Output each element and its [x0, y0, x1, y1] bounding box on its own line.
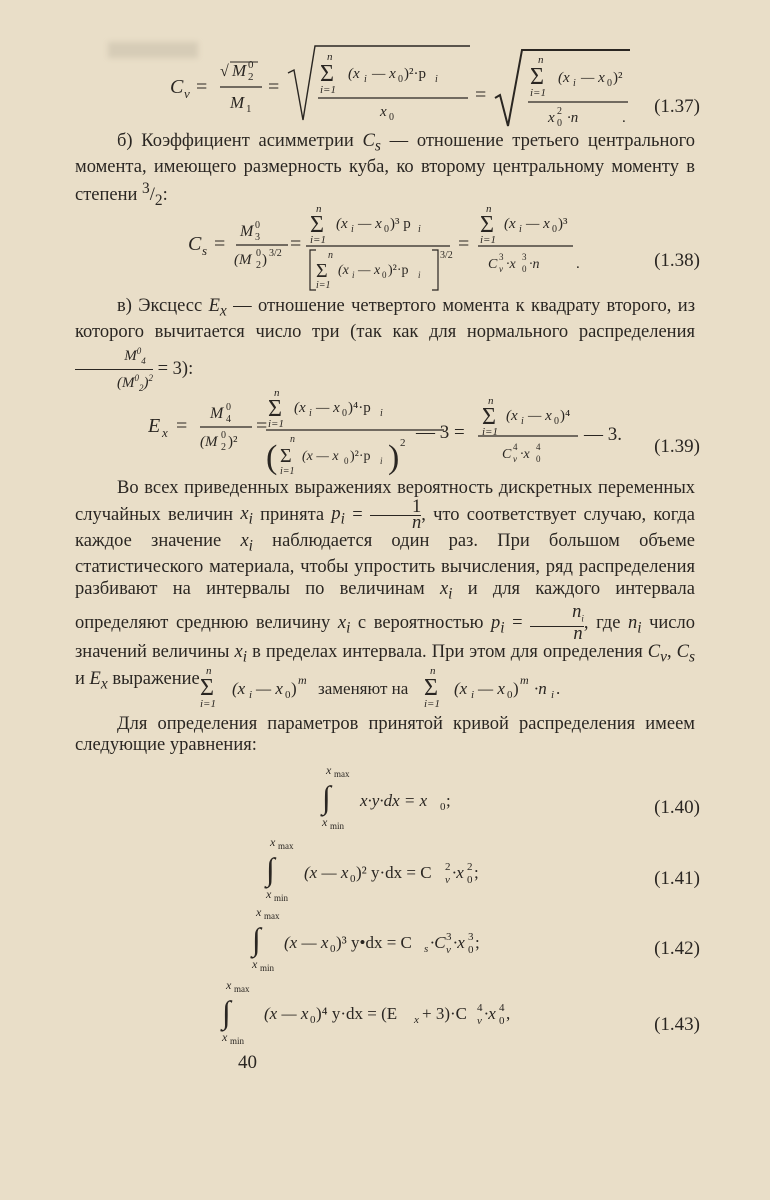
- svg-text:0: 0: [554, 416, 559, 427]
- svg-text:0: 0: [499, 1015, 505, 1027]
- svg-text:n: n: [316, 203, 322, 215]
- svg-text:x: x: [266, 887, 272, 901]
- svg-text:)² y·dx = C: )² y·dx = C: [356, 863, 432, 882]
- svg-text:Σ: Σ: [480, 212, 494, 238]
- svg-text:min: min: [274, 893, 289, 903]
- svg-text:0: 0: [248, 59, 254, 71]
- svg-text:Σ: Σ: [530, 64, 544, 90]
- svg-text:v: v: [184, 86, 190, 101]
- svg-text:— x: — x: [256, 679, 283, 698]
- svg-text:)³ y•dx = C: )³ y•dx = C: [336, 933, 412, 952]
- equation-number: (1.38): [654, 250, 700, 271]
- svg-text:i: i: [249, 689, 253, 701]
- svg-text:s: s: [202, 243, 208, 258]
- svg-text:Σ: Σ: [316, 260, 328, 282]
- svg-text:C: C: [170, 76, 184, 98]
- equation-1-40: [318, 760, 518, 832]
- svg-text:2: 2: [400, 437, 406, 449]
- svg-text:=: =: [176, 415, 188, 437]
- svg-text:C: C: [488, 257, 498, 272]
- svg-text:2: 2: [467, 861, 473, 873]
- svg-text:·n: ·n: [567, 110, 579, 126]
- svg-text:Σ: Σ: [268, 396, 282, 422]
- svg-text:·n: ·n: [529, 257, 540, 272]
- svg-text:): ): [388, 439, 400, 476]
- svg-text:0: 0: [398, 74, 403, 85]
- svg-text:i=1: i=1: [310, 234, 326, 246]
- svg-text:;: ;: [475, 933, 480, 952]
- svg-text:v: v: [513, 454, 517, 464]
- svg-text:0: 0: [507, 689, 513, 701]
- svg-text:— x: — x: [528, 408, 552, 424]
- svg-text:(x: (x: [506, 408, 518, 424]
- svg-text:2: 2: [445, 861, 451, 873]
- svg-text:x: x: [256, 905, 262, 919]
- svg-text:v: v: [446, 944, 451, 956]
- svg-text:(x: (x: [558, 70, 570, 86]
- svg-text:— 3 =: — 3 =: [416, 422, 465, 443]
- svg-text:0: 0: [522, 264, 527, 274]
- svg-text:i: i: [521, 416, 524, 427]
- svg-text:0: 0: [310, 1014, 316, 1026]
- svg-text:i: i: [573, 78, 576, 89]
- equation-1-38: [188, 198, 588, 294]
- svg-text:x: x: [252, 957, 258, 971]
- svg-text:3/2: 3/2: [440, 250, 453, 261]
- svg-text:n: n: [328, 250, 333, 261]
- svg-text:√: √: [220, 63, 229, 80]
- svg-text:·x: ·x: [520, 447, 530, 462]
- svg-text:x: x: [326, 763, 332, 777]
- svg-text:(M: (M: [200, 434, 218, 450]
- svg-text:∫: ∫: [252, 921, 261, 957]
- svg-text:max: max: [278, 841, 294, 851]
- svg-text:C: C: [502, 447, 512, 462]
- svg-text:(x — x: (x — x: [302, 449, 339, 464]
- svg-text:=: =: [214, 233, 226, 255]
- svg-text:x: x: [548, 110, 555, 126]
- svg-text:): ): [262, 252, 267, 268]
- svg-text:Σ: Σ: [482, 404, 496, 430]
- svg-text:— x: — x: [358, 216, 382, 232]
- svg-text:max: max: [334, 769, 350, 779]
- svg-text:i: i: [364, 74, 367, 85]
- svg-text:∫: ∫: [222, 994, 231, 1030]
- svg-text:— x: — x: [358, 263, 381, 278]
- paragraph-asymmetry: б) Коэффициент асимметрии $C_s$ — отношение третьего центрального момента, имеющего размерность куба, ко второму центральному моменту в степени $^3/_2$:: [75, 131, 696, 209]
- svg-text:n: n: [206, 665, 212, 677]
- svg-text:x: x: [414, 1014, 419, 1026]
- svg-text:x: x: [226, 978, 232, 992]
- svg-text:0: 0: [330, 943, 336, 955]
- svg-text:— x: — x: [478, 679, 505, 698]
- equation-1-39: [148, 388, 648, 488]
- replacement-expression: [198, 664, 618, 714]
- svg-text:i=1: i=1: [424, 698, 440, 710]
- svg-text:4: 4: [499, 1002, 505, 1014]
- svg-text:i: i: [418, 270, 421, 280]
- svg-text:=: =: [196, 76, 208, 98]
- svg-text:0: 0: [389, 112, 394, 123]
- svg-text:n: n: [488, 395, 494, 407]
- svg-text:i=1: i=1: [316, 280, 331, 291]
- svg-text:max: max: [264, 911, 280, 921]
- svg-text:0: 0: [350, 873, 356, 885]
- svg-text:i=1: i=1: [200, 698, 216, 710]
- svg-text:)³ p: )³ p: [390, 216, 411, 232]
- svg-text:m: m: [520, 673, 529, 687]
- svg-text:(x: (x: [294, 400, 306, 416]
- svg-text:(x: (x: [336, 216, 348, 232]
- svg-text:.: .: [556, 679, 561, 698]
- svg-text:)⁴: )⁴: [560, 408, 571, 424]
- svg-text:M: M: [230, 93, 245, 112]
- svg-text:(x: (x: [504, 216, 516, 232]
- svg-text:)²: )²: [228, 434, 238, 450]
- svg-text:заменяют на: заменяют на: [318, 679, 409, 698]
- svg-text:0: 0: [342, 408, 347, 419]
- svg-text:2: 2: [221, 442, 226, 453]
- svg-text:;: ;: [474, 863, 479, 882]
- svg-text:4: 4: [477, 1002, 483, 1014]
- svg-text:i: i: [418, 224, 421, 235]
- svg-text:·x: ·x: [484, 1004, 496, 1023]
- svg-text:(x: (x: [348, 66, 360, 82]
- svg-text:(x: (x: [232, 679, 246, 698]
- svg-text:i=1: i=1: [482, 426, 498, 438]
- svg-text:v: v: [499, 264, 503, 274]
- svg-text:0: 0: [440, 801, 446, 813]
- svg-text:(x — x: (x — x: [304, 863, 349, 882]
- svg-text:0: 0: [384, 224, 389, 235]
- svg-text:min: min: [230, 1036, 245, 1046]
- svg-text:C: C: [188, 233, 202, 255]
- svg-text:0: 0: [468, 944, 474, 956]
- svg-text:3/2: 3/2: [269, 248, 282, 259]
- svg-text:)⁴ y·dx = (E: )⁴ y·dx = (E: [316, 1004, 398, 1023]
- svg-text:(x — x: (x — x: [284, 933, 329, 952]
- svg-text:∫: ∫: [266, 851, 275, 887]
- svg-text:)⁴·p: )⁴·p: [348, 400, 371, 416]
- svg-text:n: n: [538, 54, 544, 66]
- svg-text:3: 3: [468, 931, 474, 943]
- svg-text:=: =: [475, 84, 487, 106]
- svg-text:n: n: [486, 203, 492, 215]
- svg-text:·x: ·x: [506, 257, 516, 272]
- svg-text:n: n: [290, 434, 295, 445]
- svg-text:1: 1: [246, 103, 252, 115]
- svg-text:i: i: [435, 74, 438, 85]
- svg-text:0: 0: [285, 689, 291, 701]
- svg-text:x: x: [162, 425, 168, 440]
- svg-text:v: v: [445, 874, 450, 886]
- svg-text:.: .: [576, 256, 580, 272]
- svg-text:4: 4: [536, 442, 541, 452]
- svg-text:.: .: [622, 110, 626, 126]
- svg-text:)³: )³: [558, 216, 568, 232]
- svg-text:min: min: [330, 821, 345, 831]
- equation-1-43: [218, 975, 558, 1047]
- svg-text:3: 3: [522, 252, 527, 262]
- svg-text:n: n: [274, 388, 280, 399]
- svg-text:(x — x: (x — x: [264, 1004, 309, 1023]
- svg-text:0: 0: [256, 248, 261, 259]
- svg-text:=: =: [268, 76, 280, 98]
- svg-text:0: 0: [255, 220, 260, 231]
- svg-text:0: 0: [221, 430, 226, 441]
- equation-number: (1.39): [654, 436, 700, 457]
- svg-text:)²·p: )²·p: [388, 263, 409, 278]
- svg-text:i: i: [380, 408, 383, 419]
- svg-text:i=1: i=1: [480, 234, 496, 246]
- equation-number: (1.43): [654, 1014, 700, 1035]
- svg-text:Σ: Σ: [310, 212, 324, 238]
- svg-text:3: 3: [499, 252, 504, 262]
- svg-text:i=1: i=1: [280, 466, 295, 477]
- svg-text:n: n: [327, 51, 333, 63]
- svg-text:i=1: i=1: [530, 87, 546, 99]
- svg-text:0: 0: [382, 270, 387, 280]
- svg-text:)²·p: )²·p: [404, 66, 426, 82]
- svg-text:x: x: [322, 815, 328, 829]
- svg-text:0: 0: [467, 874, 473, 886]
- svg-text:i: i: [471, 689, 475, 701]
- svg-text:2: 2: [256, 260, 261, 271]
- svg-text:i=1: i=1: [320, 84, 336, 96]
- svg-text:0: 0: [607, 78, 612, 89]
- svg-text:i=1: i=1: [268, 418, 284, 430]
- equation-1-41: [262, 832, 542, 904]
- svg-text:∫: ∫: [322, 779, 331, 815]
- svg-text:0: 0: [536, 454, 541, 464]
- svg-text:m: m: [298, 673, 307, 687]
- svg-text:=: =: [256, 415, 268, 437]
- svg-text:i: i: [519, 224, 522, 235]
- equation-1-37: [170, 38, 640, 130]
- paragraph-discrete: Во всех приведенных выражениях вероятность дискретных переменных случайных величин $x_i$ принята $p_i$ = $\frac{1}{n}$ , что соответствует случаю, когда каждое значение $x_i$ наблюдается один раз. При большом объеме статистического материала, чтобы упростить вычисления, ряд распределения разбивают на интервалы по величинам $x_i$ и для каждого интервала определяют среднюю величину $x_i$ с вероятностью $p_i$ = $\frac{n_i}{n}$ , где $n_i$ число значений величины $x_i$ в пределах интервала. При этом для определения $C_v$, $C_s$ и $E_x$ выражение: [75, 478, 696, 693]
- svg-text:— 3.: — 3.: [584, 424, 622, 445]
- svg-text:(x: (x: [454, 679, 468, 698]
- svg-text:x·y·dx = x: x·y·dx = x: [360, 791, 428, 810]
- svg-text:=: =: [458, 233, 470, 255]
- svg-text:0: 0: [557, 118, 562, 129]
- svg-text:— x: — x: [372, 66, 396, 82]
- svg-text:i: i: [351, 224, 354, 235]
- equation-number: (1.41): [654, 868, 700, 889]
- svg-text:(: (: [266, 439, 278, 476]
- paragraph-kurtosis: в) Эксцесс $E_x$ — отношение четвертого момента к квадрату второго, из которого вычитается число три (так как для нормального распределения $\frac{M^0_4}{(M^0_2)^2}$ = 3):: [75, 296, 696, 393]
- svg-text:): ): [291, 679, 297, 698]
- svg-text:Σ: Σ: [424, 675, 438, 701]
- svg-text:i: i: [551, 689, 555, 701]
- svg-text:;: ;: [446, 791, 451, 810]
- svg-text:Σ: Σ: [280, 445, 292, 467]
- svg-text:4: 4: [226, 414, 231, 425]
- svg-text:+ 3)·C: + 3)·C: [422, 1004, 467, 1023]
- equation-number: (1.40): [654, 797, 700, 818]
- svg-text:i: i: [352, 270, 355, 280]
- svg-text:E: E: [148, 415, 161, 437]
- svg-text:i: i: [380, 456, 383, 466]
- svg-text:·n: ·n: [534, 679, 547, 698]
- svg-text:i: i: [309, 408, 312, 419]
- svg-text:— x: — x: [581, 70, 605, 86]
- svg-text:— x: — x: [526, 216, 550, 232]
- svg-text:): ): [513, 679, 519, 698]
- svg-text:2: 2: [248, 71, 254, 83]
- svg-text:2: 2: [557, 106, 562, 117]
- svg-text:·x: ·x: [452, 863, 464, 882]
- svg-text:min: min: [260, 963, 275, 973]
- svg-text:M: M: [232, 61, 247, 80]
- svg-text:0: 0: [226, 402, 231, 413]
- paragraph-parameters: Для определения параметров принятой кривой распределения имеем следующие уравнения:: [75, 714, 695, 755]
- svg-text:x: x: [270, 835, 276, 849]
- svg-text:— x: — x: [316, 400, 340, 416]
- svg-text:s: s: [424, 943, 429, 955]
- svg-text:,: ,: [506, 1004, 511, 1023]
- svg-text:(M: (M: [234, 252, 252, 268]
- svg-text:Σ: Σ: [320, 61, 334, 87]
- svg-text:v: v: [477, 1015, 482, 1027]
- svg-text:0: 0: [552, 224, 557, 235]
- svg-text:x: x: [222, 1030, 228, 1044]
- equation-1-42: [248, 902, 548, 974]
- svg-text:n: n: [430, 665, 436, 677]
- svg-text:)²: )²: [613, 70, 623, 86]
- svg-text:4: 4: [513, 442, 518, 452]
- svg-text:=: =: [290, 233, 302, 255]
- svg-text:)²·p: )²·p: [350, 449, 371, 464]
- svg-text:(x: (x: [338, 263, 349, 278]
- page-number: 40: [238, 1052, 257, 1073]
- equation-number: (1.37): [654, 96, 700, 117]
- svg-text:M: M: [210, 405, 224, 422]
- svg-text:·C: ·C: [430, 933, 446, 952]
- svg-text:M: M: [240, 223, 254, 240]
- svg-text:3: 3: [446, 931, 452, 943]
- svg-text:·x: ·x: [453, 933, 465, 952]
- equation-number: (1.42): [654, 938, 700, 959]
- svg-text:Σ: Σ: [200, 675, 214, 701]
- svg-text:x: x: [380, 104, 387, 120]
- svg-text:3: 3: [255, 232, 260, 243]
- svg-text:0: 0: [344, 456, 349, 466]
- svg-text:max: max: [234, 984, 250, 994]
